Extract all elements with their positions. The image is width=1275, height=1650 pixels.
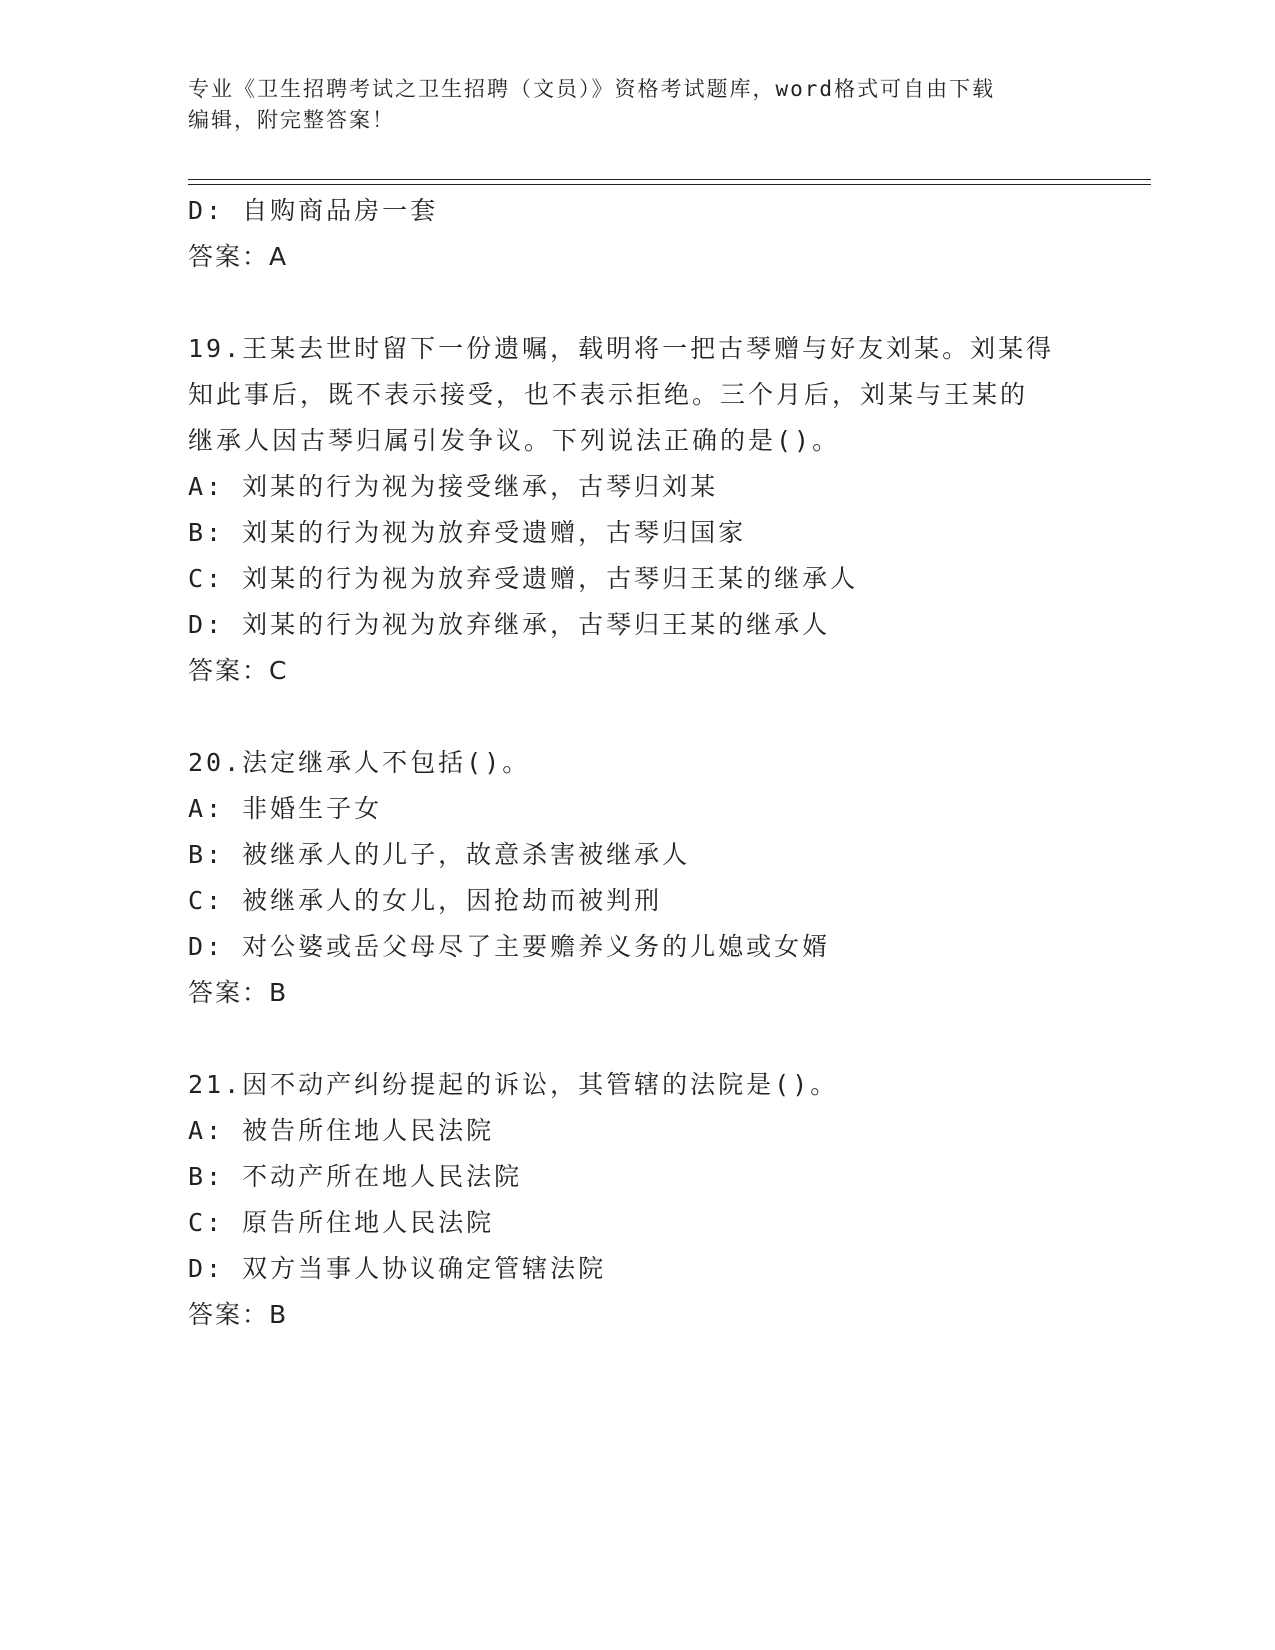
option-d: D: 刘某的行为视为放弃继承，古琴归王某的继承人 [188,610,831,639]
prev-option-d: D: 自购商品房一套 [188,196,439,225]
question-stem: 21.因不动产纠纷提起的诉讼，其管辖的法院是()。 [188,1070,839,1099]
option-d: D: 双方当事人协议确定管辖法院 [188,1254,607,1283]
option-a: A: 被告所住地人民法院 [188,1116,495,1145]
document-header [188,74,1088,136]
spacer [188,1016,1148,1062]
question-20 [188,740,1148,1016]
option-c: C: 被继承人的女儿，因抢劫而被判刑 [188,886,663,915]
option-c: C: 原告所住地人民法院 [188,1208,495,1237]
answer: 答案：C [188,656,289,685]
spacer [188,280,1148,326]
answer: 答案：B [188,1300,289,1329]
prev-answer: 答案：A [188,242,289,271]
question-stem-line: 19.王某去世时留下一份遗嘱，载明将一把古琴赠与好友刘某。刘某得 [188,334,1055,363]
header-divider-bottom [188,184,1151,185]
question-stem-line: 继承人因古琴归属引发争议。下列说法正确的是()。 [188,426,841,455]
option-c: C: 刘某的行为视为放弃受遗赠，古琴归王某的继承人 [188,564,859,593]
option-a: A: 刘某的行为视为接受继承，古琴归刘某 [188,472,719,501]
header-line-2: 编辑，附完整答案！ [188,108,395,132]
header-line-1: 专业《卫生招聘考试之卫生招聘（文员）》资格考试题库，word格式可自由下载 [188,77,996,101]
option-b: B: 被继承人的儿子，故意杀害被继承人 [188,840,691,869]
spacer [188,694,1148,740]
question-stem: 20.法定继承人不包括()。 [188,748,531,777]
option-d: D: 对公婆或岳父母尽了主要赡养义务的儿媳或女婿 [188,932,831,961]
question-21 [188,1062,1148,1338]
question-19 [188,326,1148,694]
option-b: B: 不动产所在地人民法院 [188,1162,523,1191]
option-a: A: 非婚生子女 [188,794,383,823]
header-divider-top [188,179,1151,180]
question-stem-line: 知此事后，既不表示接受，也不表示拒绝。三个月后，刘某与王某的 [188,380,1029,409]
question-content [188,188,1148,1338]
answer: 答案：B [188,978,289,1007]
option-b: B: 刘某的行为视为放弃受遗赠，古琴归国家 [188,518,747,547]
